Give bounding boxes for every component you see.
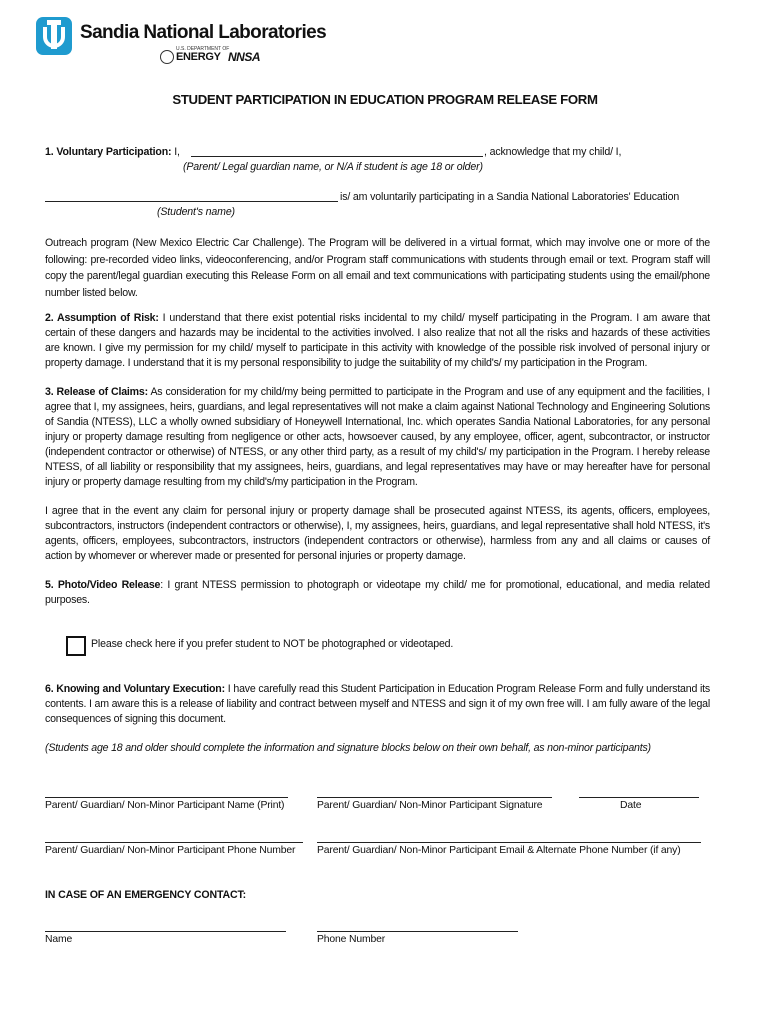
student-caption: (Student's name) (157, 206, 235, 218)
signature-label: Parent/ Guardian/ Non-Minor Participant Signature (317, 800, 543, 811)
emergency-heading: IN CASE OF AN EMERGENCY CONTACT: (45, 889, 247, 901)
date-line[interactable] (579, 797, 699, 798)
doe-seal-icon (160, 50, 174, 64)
guardian-name-line[interactable] (191, 156, 483, 157)
s3-paragraph-2: I agree that in the event any claim for personal injury or property damage shall be prosecuted against NTESS, its agents, officers, employees, subcontractors, instructors (independent contractors or otherwise), I, my assignees, heirs, guardians, and legal representative shall hold NTESS, it's agents, officers, employees, subcontractors, instructors (independent contractors or otherwise), harmless from any and all claims or causes of action by whomever or wherever made or presented for personal injuries or property damage. (45, 505, 710, 562)
s1-ack-text: , acknowledge that my child/ I, (484, 146, 622, 158)
doe-logo: ENERGY (176, 51, 221, 63)
s1-heading: 1. Voluntary Participation: I, (45, 146, 180, 158)
doe-small-text: U.S. DEPARTMENT OF (176, 46, 230, 52)
email-line[interactable] (317, 842, 701, 843)
s1-body: Outreach program (New Mexico Electric Car Challenge). The Program will be delivered in a virtual format, which may involve one or more of the following: pre-recorded video links, videoconferencing, and/or Program staff communications with students through email or text. Program staff will copy the parent/legal guardian executing this Release Form on all email and text communications with participating students using the email/phone number listed below. (45, 237, 710, 299)
s6-paragraph: 6. Knowing and Voluntary Execution: I have carefully read this Student Participation in Education Program Release Form and fully understand its contents. I am aware this is a release of liability and contract between myself and NTESS and sign it of my own free will. I am fully aware of the legal consequences of signing this document. (45, 683, 711, 725)
student-name-line[interactable] (45, 201, 338, 202)
participant-name-label: Parent/ Guardian/ Non-Minor Participant Name (Print) (45, 800, 285, 811)
emergency-name-label: Name (45, 934, 73, 945)
s2-paragraph: 2. Assumption of Risk: I understand that there exist potential risks incidental to my child/ myself participating in the Program. I am aware that certain of these dangers and hazards may be incidental to the activities involved. I also realize that not all the risks and hazards of these activities are known. I give my permission for my child/ myself to participate in this activity with knowledge of the possible risk involved of personal injury or property damage. I understand that it is my personal responsibility to judge the suitability of my child's/ my participation in the Program. (45, 312, 710, 369)
s5-heading: 5. Photo/Video Release (45, 579, 161, 591)
phone-line[interactable] (45, 842, 303, 843)
s5-paragraph: 5. Photo/Video Release: I grant NTESS permission to photograph or videotape my child/ me for promotional, educational, and media related purposes. (45, 579, 710, 606)
sandia-logo-icon (36, 17, 72, 55)
emergency-phone-label: Phone Number (317, 934, 386, 945)
signature-line[interactable] (317, 797, 552, 798)
org-name: Sandia National Laboratories (80, 22, 327, 43)
s3-heading: 3. Release of Claims: (45, 386, 148, 398)
s1-continue-text: is/ am voluntarily participating in a Sandia National Laboratories' Education (340, 191, 680, 203)
no-photo-checkbox[interactable] (66, 636, 86, 656)
page-title: STUDENT PARTICIPATION IN EDUCATION PROGRAM RELEASE FORM (172, 92, 598, 107)
s6-note: (Students age 18 and older should complete the information and signature blocks below on their own behalf, as non-minor participants) (45, 742, 651, 754)
checkbox-label: Please check here if you prefer student to NOT be photographed or videotaped. (91, 638, 454, 650)
date-label: Date (620, 800, 642, 811)
s2-heading: 2. Assumption of Risk: (45, 312, 159, 324)
email-label: Parent/ Guardian/ Non-Minor Participant Email & Alternate Phone Number (if any) (317, 845, 681, 856)
nnsa-logo: NNSA (228, 50, 261, 64)
emergency-phone-line[interactable] (317, 931, 518, 932)
emergency-name-line[interactable] (45, 931, 286, 932)
phone-label: Parent/ Guardian/ Non-Minor Participant Phone Number (45, 845, 296, 856)
s6-heading: 6. Knowing and Voluntary Execution: (45, 683, 225, 695)
guardian-caption: (Parent/ Legal guardian name, or N/A if student is age 18 or older) (183, 161, 483, 173)
participant-name-line[interactable] (45, 797, 288, 798)
s3-paragraph: 3. Release of Claims: As consideration for my child/my being permitted to participate in the Program and use of any equipment and the facilities, I agree that I, my assignees, heirs, guardians, and legal representatives will not make a claim against National Technology and Engineering Solutions of Sandia (NTESS), LLC a wholly owned subsidiary of Honeywell International, Inc. which operates Sandia National Laboratories, for any personal injury or property damage resulting from negligence or other acts, howsoever caused, by any employee, officer, agent, subcontractor, or instructor (independent contractor or otherwise) of NTESS, or any other third party, as a result of my child's/ my participation in the Program. I hereby release NTESS, of all liability or responsibility that my assignees, heirs, guardians, and legal representatives may have or may hereafter have for personal injury or property damage resulting from my child's/my participation in the Program. (45, 386, 710, 488)
